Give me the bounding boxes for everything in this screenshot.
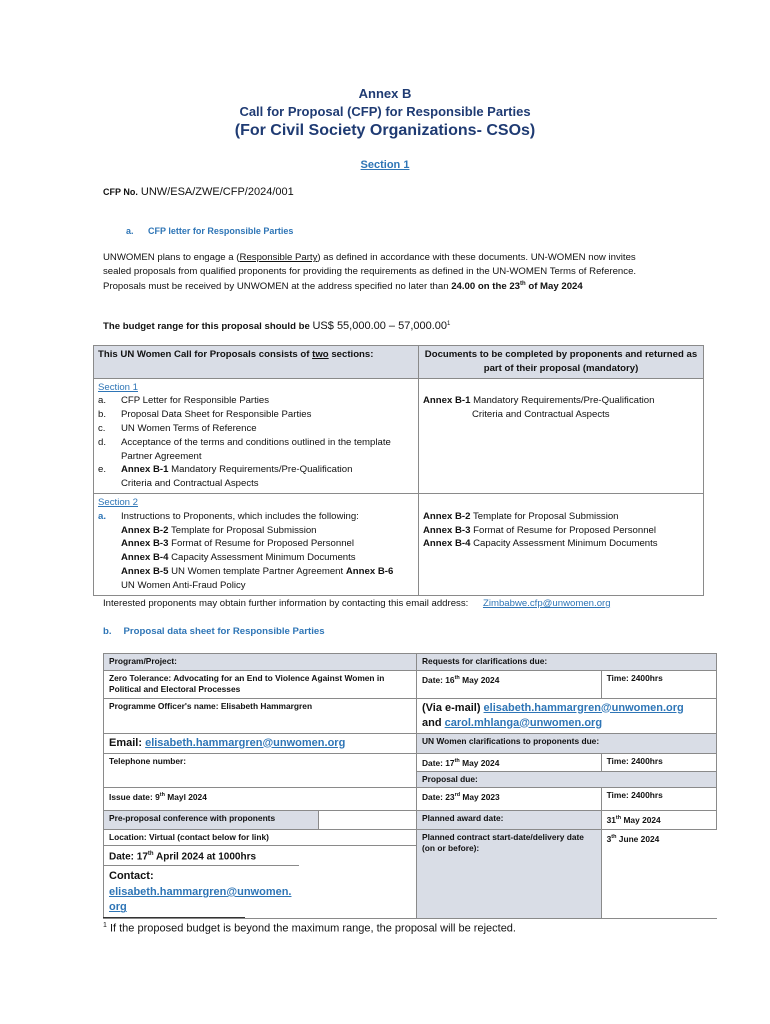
list-text: Acceptance of the terms and conditions outlined in the template Partner Agreement <box>121 436 391 462</box>
header-left-two: two <box>312 349 329 360</box>
list-item <box>98 422 414 436</box>
via-email-label: (Via e-mail) <box>422 701 484 714</box>
clarif-date-sup: th <box>454 674 460 681</box>
via-and: and <box>422 716 445 729</box>
un-clarif-date-cell <box>417 753 602 771</box>
officer-cell: Programme Officer's name: Elisabeth Hammargren <box>104 698 417 733</box>
list-item <box>98 436 414 464</box>
section-a-title: CFP letter for Responsible Parties <box>148 226 294 236</box>
clarif-date: Date: 16 <box>422 674 455 685</box>
list-text: CFP Letter for Responsible Parties <box>121 395 270 407</box>
annex-ref: Annex B-4 <box>121 552 169 564</box>
document-title: Call for Proposal (CFP) for Responsible Parties <box>239 104 531 119</box>
annex-text: Template for Proposal Submission <box>470 510 619 522</box>
list-marker: d. <box>98 436 107 448</box>
list-item <box>98 394 414 408</box>
clarif-date-cell <box>417 670 602 698</box>
issue-date-sup: th <box>159 792 165 799</box>
contact-line <box>103 598 611 609</box>
annex-ref: Annex B-3 <box>121 538 169 550</box>
clarif-label-cell: Requests for clarifications due: <box>417 654 717 671</box>
section-2-label: Section 2 <box>98 496 139 508</box>
award-date-month: May 2024 <box>621 815 661 826</box>
annex-ref: Annex B-5 <box>121 565 169 577</box>
preconf-label-cell: Pre-proposal conference with proponents <box>104 811 319 829</box>
budget-label: The budget range for this proposal should be <box>103 321 313 332</box>
list-marker: a. <box>98 510 107 522</box>
list-item <box>98 510 414 524</box>
list-item-continuation: Criteria and Contractual Aspects <box>121 478 259 490</box>
preconf-date <box>104 845 416 863</box>
annex-b1-line <box>423 394 699 408</box>
annex-label: Annex B <box>358 86 412 101</box>
start-date-month: June 2024 <box>616 833 660 844</box>
budget-range <box>103 320 450 332</box>
annex-text: Template for Proposal Submission <box>168 524 317 536</box>
un-clarif-date-month: May 2024 <box>459 757 500 768</box>
annex-b1-ref: Annex B-1 <box>121 464 169 476</box>
via-email-cell <box>417 698 717 733</box>
sublist-item-continuation: UN Women Anti-Fraud Policy <box>121 579 246 591</box>
annex-line <box>423 510 699 524</box>
budget-value: US$ 55,000.00 – 57,000.00 <box>312 320 448 332</box>
award-date: 31 <box>606 815 616 826</box>
sublist-item <box>98 524 414 538</box>
sections-header-right: Documents to be completed by proponents and returned as part of their proposal (mandatory) <box>419 346 704 379</box>
intro-paragraph <box>103 251 663 294</box>
start-label-cell: Planned contract start-date/delivery date (on or before): <box>417 829 602 918</box>
preconf-date-rest: April 2024 at 1000hrs <box>153 851 257 863</box>
list-text: Proposal Data Sheet for Responsible Parties <box>121 409 312 421</box>
deadline-month: of May 2024 <box>525 281 583 293</box>
section-2-documents-cell <box>419 493 704 595</box>
preconf-date-sup: th <box>147 851 154 858</box>
start-date: 3 <box>606 833 612 844</box>
un-clarif-date-sup: th <box>454 757 460 764</box>
list-item <box>98 463 414 477</box>
due-date-sup: rd <box>454 792 461 799</box>
sublist-item <box>98 551 414 565</box>
officer-email-cell <box>104 733 417 753</box>
annex-text: UN Women template Partner Agreement <box>168 565 346 577</box>
section-a-letter: a. <box>126 226 134 236</box>
officer-email-link[interactable]: elisabeth.hammargren@unwomen.org <box>145 736 346 749</box>
program-name-cell: Zero Tolerance: Advocating for an End to Violence Against Women in Political and Electoral Processes <box>104 670 417 698</box>
sublist-item <box>98 565 414 579</box>
list-marker: b. <box>98 409 107 421</box>
section-2-cell <box>94 493 419 595</box>
section-1-cell <box>94 378 419 493</box>
issue-date: Issue date: 9 <box>109 792 160 803</box>
annex-ref: Annex B-2 <box>423 510 471 522</box>
header-left-text: This UN Women Call for Proposals consists of <box>98 349 313 360</box>
due-date-month: May 2023 <box>460 792 500 803</box>
annex-text: Capacity Assessment Minimum Documents <box>470 538 658 550</box>
award-date-sup: th <box>615 815 622 822</box>
proposal-data-sheet-table <box>103 653 717 919</box>
section-1-documents-cell <box>419 378 704 493</box>
preconf-contact <box>104 865 299 916</box>
due-time-cell: Time: 2400hrs <box>601 788 716 811</box>
footnote-text: If the proposed budget is beyond the maximum range, the proposal will be rejected. <box>106 922 516 935</box>
deadline-date: 24.00 on the 23 <box>451 281 520 293</box>
cfp-sections-table <box>93 345 704 596</box>
program-label-cell: Program/Project: <box>104 654 417 671</box>
cfp-number-label: CFP No. <box>103 187 138 197</box>
proposal-due-label-cell: Proposal due: <box>417 771 717 788</box>
due-date: Date: 23 <box>422 792 455 803</box>
sublist-item <box>98 537 414 551</box>
section-1-heading: Section 1 <box>360 159 410 171</box>
contact-email-link[interactable]: Zimbabwe.cfp@unwomen.org <box>482 598 611 609</box>
via-email-link-2[interactable]: carol.mhlanga@unwomen.org <box>444 716 603 729</box>
annex-text: Format of Resume for Proposed Personnel <box>168 538 355 550</box>
preconf-contact-label: Contact: <box>109 870 154 883</box>
contact-text: Interested proponents may obtain further information by contacting this email address: <box>103 598 469 609</box>
list-item <box>98 408 414 422</box>
intro-text-rest: ) as defined in accordance with these documents. UN-WOMEN now invites sealed proposals from qualified proponents for providing the requirements as defined in the UN-WOMEN Terms of Reference. <box>103 252 637 277</box>
issue-date-month: Mayl 2024 <box>164 792 207 803</box>
annex-line <box>423 537 699 551</box>
section-1-label: Section 1 <box>98 381 139 393</box>
header-left-end: sections: <box>328 349 374 360</box>
un-clarif-label-cell: UN Women clarifications to proponents due: <box>417 733 717 753</box>
footnote <box>103 922 516 935</box>
due-date-cell <box>417 788 602 811</box>
un-clarif-time-cell: Time: 2400hrs <box>601 753 716 771</box>
section-b-letter: b. <box>103 626 112 637</box>
list-marker: c. <box>98 422 106 434</box>
award-label-cell: Planned award date: <box>417 811 602 829</box>
deadline-text: Proposals must be received by UNWOMEN at the address specified no later than <box>103 281 452 293</box>
annex-b1-text: Mandatory Requirements/Pre-Qualification <box>470 395 655 407</box>
via-email-link-1[interactable]: elisabeth.hammargren@unwomen.org <box>483 701 684 714</box>
annex-ref: Annex B-4 <box>423 538 471 550</box>
preconf-contact-email[interactable]: elisabeth.hammargren@unwomen.org <box>109 885 292 914</box>
annex-text: Format of Resume for Proposed Personnel <box>470 524 657 536</box>
award-date-cell <box>601 811 716 829</box>
document-subtitle: (For Civil Society Organizations- CSOs) <box>234 122 536 139</box>
clarif-date-month: May 2024 <box>459 674 500 685</box>
annex-b1-label: Annex B-1 <box>423 395 471 407</box>
start-date-cell <box>601 829 716 918</box>
preconf-date-text: Date: 17 <box>109 851 148 863</box>
sections-header-left <box>94 346 419 379</box>
cfp-number <box>103 186 294 198</box>
annex-text: Capacity Assessment Minimum Documents <box>168 552 356 564</box>
intro-text: UNWOMEN plans to engage a ( <box>103 252 240 263</box>
annex-ref: Annex B-2 <box>121 524 169 536</box>
issue-date-cell <box>104 788 417 811</box>
officer-email-label: Email: <box>109 736 146 749</box>
annex-ref: Annex B-6 <box>345 565 394 577</box>
list-text: Instructions to Proponents, which includes the following: <box>121 510 359 522</box>
responsible-party-term: Responsible Party <box>239 252 318 263</box>
annex-line <box>423 524 699 538</box>
list-marker: e. <box>98 464 107 476</box>
deadline-sup: th <box>520 281 526 287</box>
telephone-cell: Telephone number: <box>104 753 417 788</box>
list-text: UN Women Terms of Reference <box>121 422 257 434</box>
clarif-time-cell: Time: 2400hrs <box>601 670 716 698</box>
start-date-sup: th <box>611 833 617 840</box>
cfp-number-value: UNW/ESA/ZWE/CFP/2024/001 <box>140 186 294 198</box>
section-b-heading <box>103 626 325 637</box>
footnote-divider <box>103 917 245 918</box>
annex-ref: Annex B-3 <box>423 524 471 536</box>
footnote-marker: 1 <box>103 922 107 929</box>
preconf-location: Location: Virtual (contact below for link) <box>109 831 269 842</box>
annex-b1-continuation: Criteria and Contractual Aspects <box>472 409 610 421</box>
preconf-details-cell <box>104 829 417 918</box>
list-marker: a. <box>98 395 107 407</box>
un-clarif-date: Date: 17 <box>422 757 455 768</box>
budget-footnote-ref: 1 <box>447 320 451 327</box>
list-text: Mandatory Requirements/Pre-Qualification <box>168 464 353 476</box>
section-b-title: Proposal data sheet for Responsible Parties <box>123 626 325 637</box>
